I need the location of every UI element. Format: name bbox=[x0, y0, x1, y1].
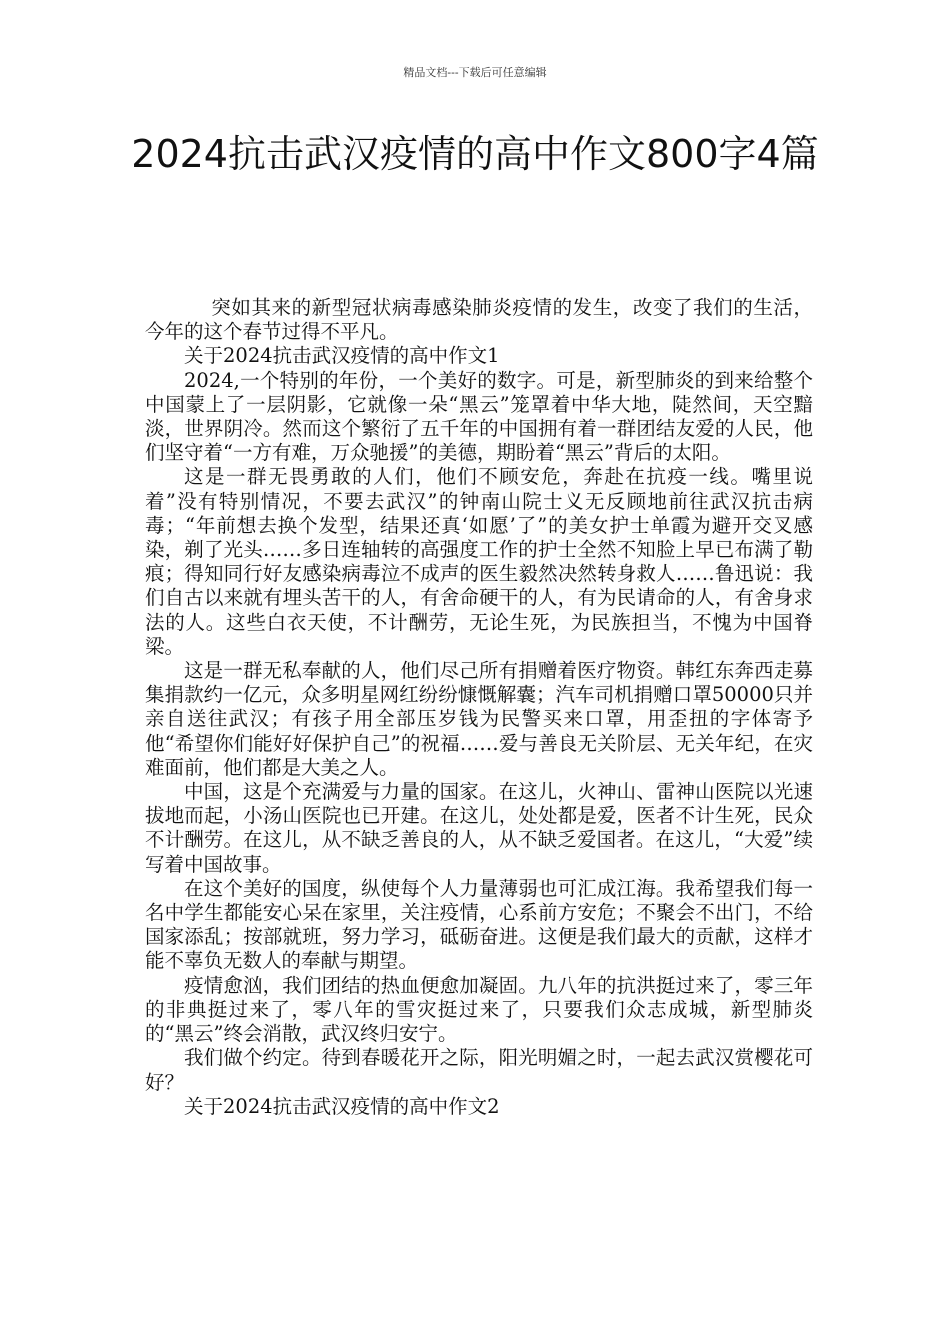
document-title: 2024抗击武汉疫情的高中作文800字4篇 bbox=[131, 132, 819, 176]
paragraph-intro: 突如其来的新型冠状病毒感染肺炎疫情的发生，改变了我们的生活，今年的这个春节过得不平凡。 bbox=[145, 296, 813, 344]
page-header: 精品文档---下载后可任意编辑 bbox=[403, 66, 547, 79]
document-body bbox=[145, 296, 813, 1119]
section-heading-2: 关于2024抗击武汉疫情的高中作文2 bbox=[184, 1094, 500, 1118]
paragraph: 这是一群无私奉献的人，他们尽己所有捐赠着医疗物资。韩红东奔西走募集捐款约一亿元，众多明星网红纷纷慷慨解囊；汽车司机捐赠口罩50000只并亲自送往武汉；有孩子用全部压岁钱为民警买来口罩，用歪扭的字体寄予他“希望你们能好好保护自己”的祝福……爱与善良无关阶层、无关年纪，在灾难面前，他们都是大美之人。 bbox=[145, 659, 813, 779]
paragraph: 中国，这是个充满爱与力量的国家。在这儿，火神山、雷神山医院以光速拔地而起，小汤山医院也已开建。在这儿，处处都是爱，医者不计生死，民众不计酬劳。在这儿，从不缺乏善良的人，从不缺乏爱国者。在这儿，“大爱”续写着中国故事。 bbox=[145, 780, 813, 876]
paragraph: 疫情愈汹，我们团结的热血便愈加凝固。九八年的抗洪挺过来了，零三年的非典挺过来了，零八年的雪灾挺过来了，只要我们众志成城，新型肺炎的“黑云”终会消散，武汉终归安宁。 bbox=[145, 973, 813, 1046]
paragraph: 这是一群无畏勇敢的人们，他们不顾安危，奔赴在抗疫一线。嘴里说着”没有特别情况，不要去武汉”的钟南山院士义无反顾地前往武汉抗击病毒；“年前想去换个发型，结果还真‘如愿’了”的美女护士单霞为避开交叉感染，剃了光头……多日连轴转的高强度工作的护士全然不知脸上早已布满了勒痕；得知同行好友感染病毒泣不成声的医生毅然决然转身救人……鲁迅说：我们自古以来就有埋头苦干的人，有舍命硬干的人，有为民请命的人，有舍身求法的人。这些白衣天使，不计酬劳，无论生死，为民族担当，不愧为中国脊梁。 bbox=[145, 465, 813, 658]
section-heading-1: 关于2024抗击武汉疫情的高中作文1 bbox=[184, 344, 500, 368]
paragraph: 2024,一个特别的年份，一个美好的数字。可是，新型肺炎的到来给整个中国蒙上了一层阴影，它就像一朵“黑云”笼罩着中华大地，陡然间，天空黯淡，世界阴冷。然而这个繁衍了五千年的中国拥有着一群团结友爱的人民，他们坚守着“一方有难，万众驰援”的美德，期盼着“黑云”背后的太阳。 bbox=[145, 368, 813, 465]
paragraph: 我们做个约定。待到春暖花开之际，阳光明媚之时，一起去武汉赏樱花可好？ bbox=[145, 1046, 813, 1094]
paragraph: 在这个美好的国度，纵使每个人力量薄弱也可汇成江海。我希望我们每一名中学生都能安心呆在家里，关注疫情，心系前方安危；不聚会不出门，不给国家添乱；按部就班，努力学习，砥砺奋进。这便是我们最大的贡献，这样才能不辜负无数人的奉献与期望。 bbox=[145, 876, 813, 973]
